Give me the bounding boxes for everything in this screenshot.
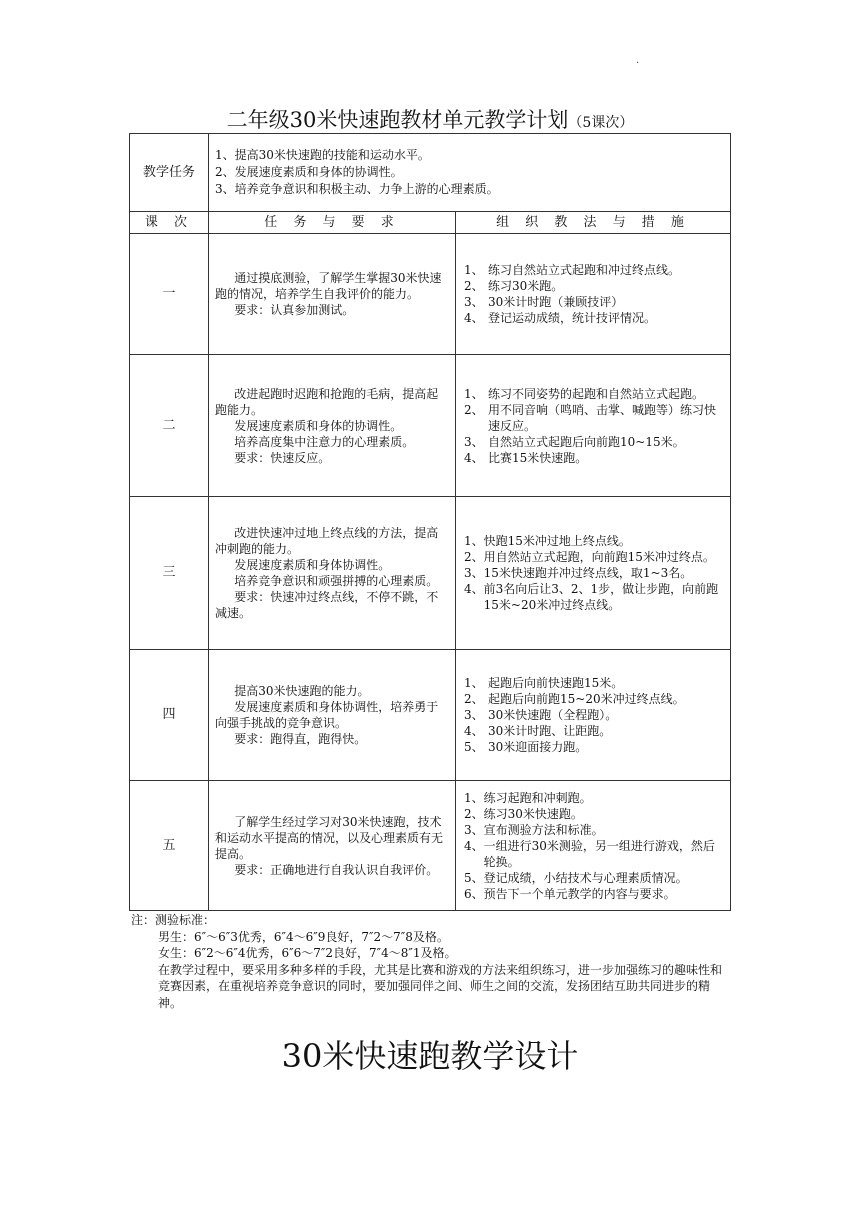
lesson-row <box>130 234 731 355</box>
measure-item: 5、 30米迎面接力跑。 <box>464 740 588 754</box>
lesson-measures <box>456 234 731 355</box>
measure-item: 4、 比赛15米快速跑。 <box>464 450 588 465</box>
task-item: 3、培养竞争意识和积极主动、力争上游的心理素质。 <box>215 182 499 196</box>
section-title: 30米快速跑教学设计 <box>281 1037 579 1075</box>
lesson-row <box>130 781 731 911</box>
page-title-sub: （5课次） <box>568 115 634 131</box>
lesson-measures <box>456 781 731 911</box>
note-paragraph: 在教学过程中，要采用多种多样的手段，尤其是比赛和游戏的方法来组织练习，进一步加强练习的趣味性和竞赛因素，在重视培养竞争意识的同时，要加强同伴之间、师生之间的交流，发扬团结互助共同进步的精神。 <box>158 962 723 1010</box>
lesson-number: 二 <box>130 355 209 497</box>
task-list <box>209 134 731 212</box>
measure-item: 3、 30米快速跑（全程跑）。 <box>464 708 618 722</box>
req-line: 要求：快速反应。 <box>234 450 331 465</box>
note-head: 注：测验标准： <box>131 913 216 927</box>
measure-item: 4、 登记运动成绩，统计技评情况。 <box>464 311 657 325</box>
lesson-row <box>130 355 731 497</box>
measure-item: 4、 30米计时跑、让距跑。 <box>464 724 612 738</box>
measure-item: 4、 一组进行30米测验，另一组进行游戏，然后轮换。 <box>464 838 715 869</box>
measure-item: 2、 练习30米跑。 <box>464 279 564 293</box>
req-line: 培养竞争意识和顽强拼搏的心理素质。 <box>234 574 439 588</box>
measure-item: 1、 练习自然站立式起跑和冲过终点线。 <box>464 263 681 277</box>
req-line: 要求：跑得直，跑得快。 <box>234 732 367 746</box>
task-item: 2、发展速度素质和身体的协调性。 <box>215 165 403 179</box>
measure-item: 3、 15米快速跑并冲过终点线，取1~3名。 <box>464 566 693 580</box>
measure-item: 4、 前3名向后让3、2、1步，做让步跑，向前跑15米~20米冲过终点线。 <box>464 582 719 612</box>
task-item: 1、提高30米快速跑的技能和运动水平。 <box>215 148 430 162</box>
plan-table <box>129 133 731 911</box>
lesson-measures <box>456 650 731 781</box>
req-line: 发展速度素质和身体协调性。 <box>234 558 391 572</box>
lesson-requirements <box>209 497 456 650</box>
measure-item: 1、 起跑后向前快速跑15米。 <box>464 676 624 690</box>
page-title <box>0 104 860 134</box>
measure-item: 2、 用自然站立式起跑，向前跑15米冲过终点。 <box>464 550 715 564</box>
lesson-number: 四 <box>130 650 209 781</box>
header-lesson: 课 次 <box>130 212 209 234</box>
measure-item: 1、 快跑15米冲过地上终点线。 <box>464 534 631 548</box>
lesson-requirements <box>209 650 456 781</box>
measure-item: 2、 用不同音响（鸣哨、击掌、喊跑等）练习快速反应。 <box>464 402 717 433</box>
header-req: 任 务 与 要 求 <box>209 212 456 234</box>
req-line: 通过摸底测验，了解学生掌握30米快速跑的情况，培养学生自我评价的能力。 <box>215 271 442 301</box>
lesson-row <box>130 497 731 650</box>
lesson-measures <box>456 355 731 497</box>
req-line: 了解学生经过学习对30米快速跑，技术和运动水平提高的情况，以及心理素质有无提高。 <box>215 814 444 861</box>
notes-section <box>131 912 731 1011</box>
lesson-row <box>130 650 731 781</box>
req-line: 提高30米快速跑的能力。 <box>234 684 370 698</box>
measure-item: 3、 宣布测验方法和标准。 <box>464 822 604 837</box>
lesson-requirements <box>209 781 456 911</box>
lesson-requirements <box>209 355 456 497</box>
req-line: 发展速度素质和身体的协调性。 <box>234 418 403 433</box>
req-line: 培养高度集中注意力的心理素质。 <box>234 434 415 449</box>
note-female: 女生：6″2～6″4优秀，6″6～7″2良好，7″4～8″1及格。 <box>158 946 457 960</box>
note-male: 男生：6″～6″3优秀，6″4～6″9良好，7″2～7″8及格。 <box>158 929 449 944</box>
task-row <box>130 134 731 212</box>
measure-item: 6、 预告下一个单元教学的内容与要求。 <box>464 886 676 901</box>
measure-item: 1、 练习起跑和冲刺跑。 <box>464 790 592 805</box>
req-line: 改进快速冲过地上终点线的方法，提高冲刺跑的能力。 <box>215 526 439 556</box>
page-title-main: 二年级30米快速跑教材单元教学计划 <box>226 108 569 132</box>
req-line: 要求：快速冲过终点线，不停不跳，不减速。 <box>215 590 439 620</box>
lesson-requirements <box>209 234 456 355</box>
task-label: 教学任务 <box>130 134 209 212</box>
lesson-number: 五 <box>130 781 209 911</box>
req-line: 要求：正确地进行自我认识自我评价。 <box>234 862 439 877</box>
req-line: 要求：认真参加测试。 <box>234 303 355 317</box>
lesson-measures <box>456 497 731 650</box>
req-line: 改进起跑时迟跑和抢跑的毛病，提高起跑能力。 <box>215 386 439 417</box>
header-meas: 组 织 教 法 与 措 施 <box>456 212 731 234</box>
measure-item: 3、 自然站立式起跑后向前跑10~15米。 <box>464 434 685 449</box>
measure-item: 2、 练习30米快速跑。 <box>464 806 583 821</box>
page-dot: · <box>636 58 640 69</box>
lesson-number: 三 <box>130 497 209 650</box>
header-row <box>130 212 731 234</box>
measure-item: 1、 练习不同姿势的起跑和自然站立式起跑。 <box>464 386 705 401</box>
measure-item: 2、 起跑后向前跑15~20米冲过终点线。 <box>464 692 685 706</box>
measure-item: 5、 登记成绩，小结技术与心理素质情况。 <box>464 870 688 885</box>
req-line: 发展速度素质和身体协调性，培养勇于向强手挑战的竞争意识。 <box>215 700 439 730</box>
lesson-number: 一 <box>130 234 209 355</box>
measure-item: 3、 30米计时跑（兼顾技评） <box>464 295 624 309</box>
